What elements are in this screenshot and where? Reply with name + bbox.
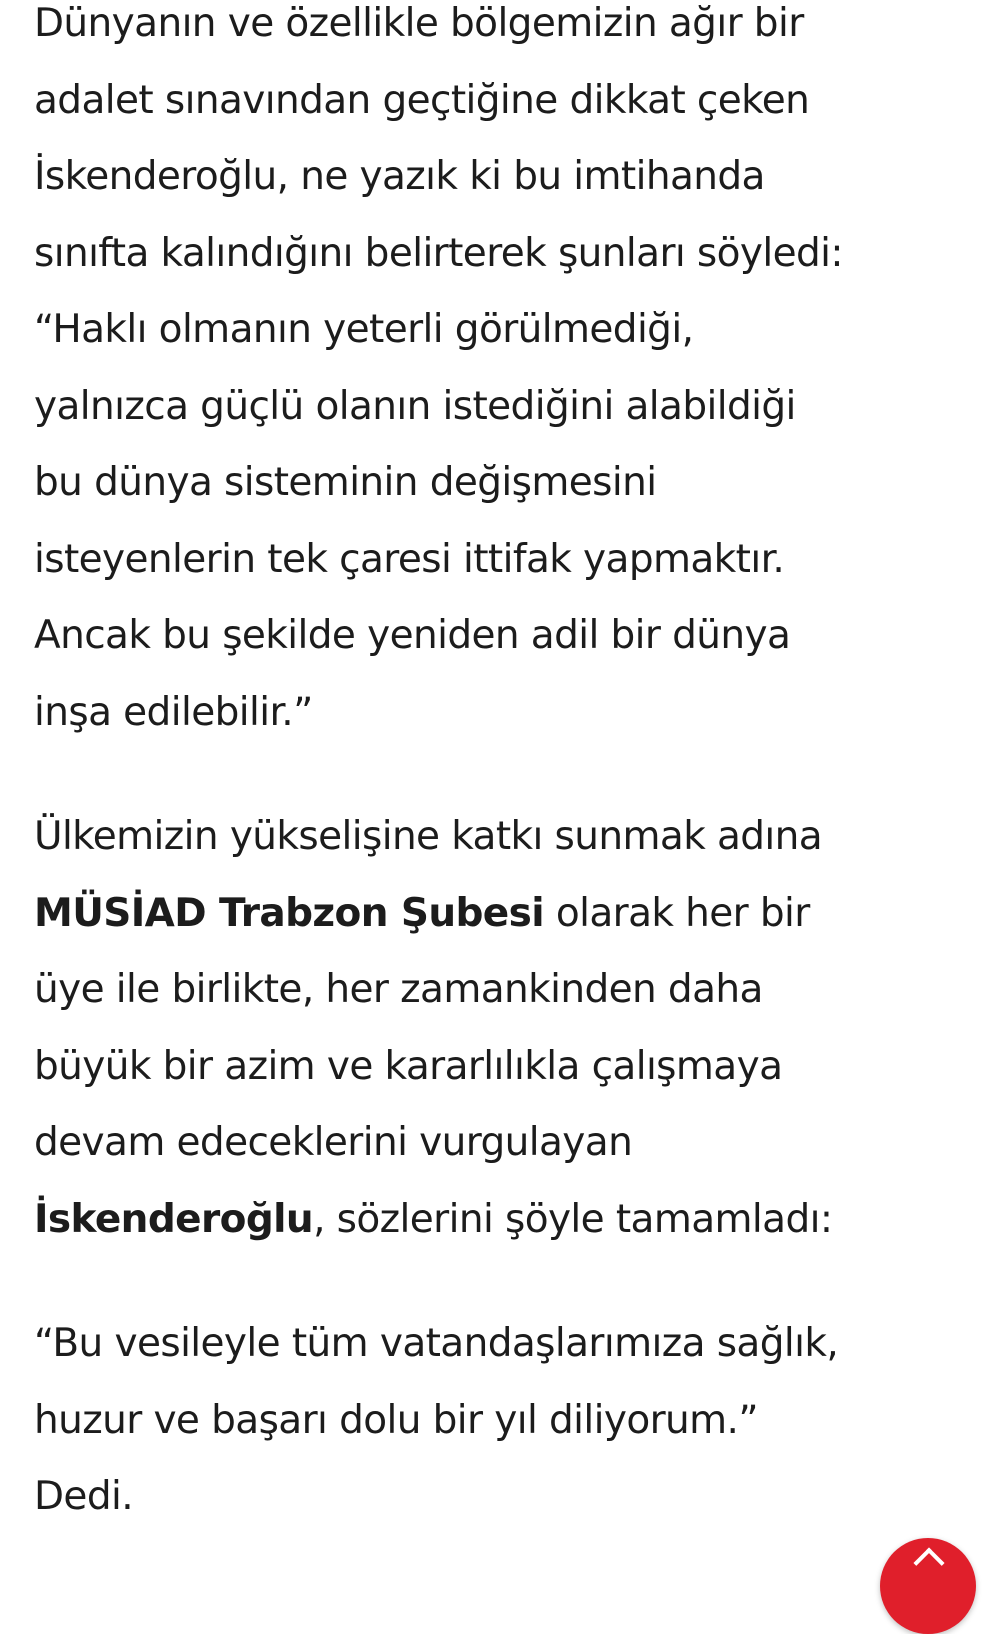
paragraph-line: “Bu vesileyle tüm vatandaşlarımıza sağlık, [34, 1321, 839, 1366]
paragraph-line: “Haklı olmanın yeterli görülmediği, [34, 307, 694, 352]
paragraph-line: isteyenlerin tek çaresi ittifak yapmaktır. [34, 536, 785, 582]
paragraph-line: büyük bir azim ve kararlılıkla çalışmaya [34, 1043, 783, 1089]
article-paragraph [34, 0, 974, 751]
paragraph-line: devam edeceklerini vurgulayan [34, 1120, 633, 1165]
paragraph-line: sınıfta kalındığını belirterek şunları söyledi: [34, 230, 843, 276]
article-paragraph [34, 799, 974, 1258]
paragraph-line [34, 876, 974, 953]
article-body [34, 0, 974, 1536]
paragraph-line: inşa edilebilir.” [34, 689, 313, 735]
paragraph-line: bu dünya sisteminin değişmesini [34, 460, 657, 505]
paragraph-line: Ancak bu şekilde yeniden adil bir dünya [34, 613, 791, 658]
paragraph-line: Dünyanın ve özellikle bölgemizin ağır bir [34, 1, 804, 46]
paragraph-line: huzur ve başarı dolu bir yıl diliyorum.” [34, 1397, 758, 1443]
person-name: İskenderoğlu [34, 1196, 314, 1242]
chevron-up-icon [913, 1547, 944, 1578]
paragraph-text: olarak her bir [544, 890, 810, 936]
paragraph-text: , sözlerini şöyle tamamladı: [313, 1196, 833, 1242]
paragraph-line: adalet sınavından geçtiğine dikkat çeken [34, 77, 810, 123]
paragraph-line: üye ile birlikte, her zamankinden daha [34, 967, 763, 1012]
paragraph-line [34, 1182, 974, 1259]
paragraph-line: yalnızca güçlü olanın istediğini alabildiği [34, 383, 796, 429]
paragraph-line: Dedi. [34, 1474, 134, 1519]
scroll-to-top-button[interactable] [880, 1538, 976, 1634]
article-paragraph [34, 1306, 974, 1536]
paragraph-line: İskenderoğlu, ne yazık ki bu imtihanda [34, 154, 765, 199]
organization-name: MÜSİAD Trabzon Şubesi [34, 890, 545, 936]
paragraph-line: Ülkemizin yükselişine katkı sunmak adına [34, 814, 823, 859]
